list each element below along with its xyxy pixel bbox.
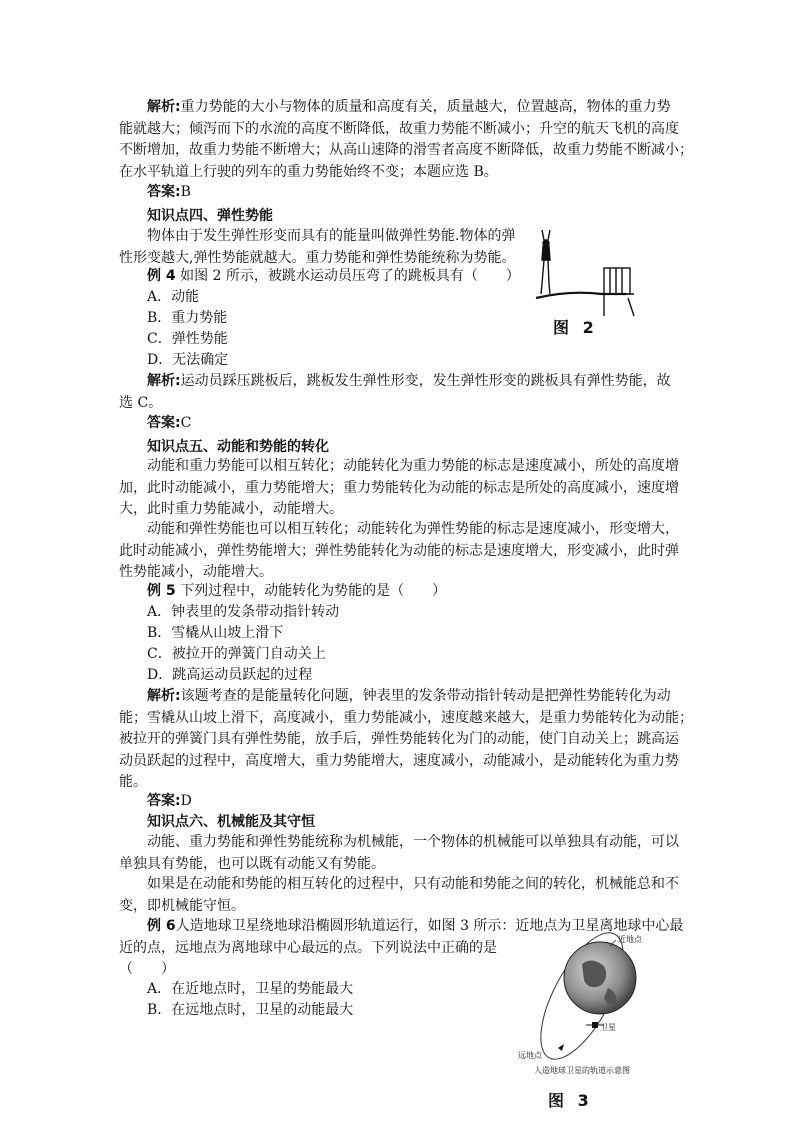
option-d: D．跳高运动员跃起的过程 <box>147 667 313 683</box>
example-label: 例 5 <box>147 583 176 599</box>
section-heading-5: 知识点五、动能和势能的转化 <box>147 439 329 455</box>
apogee-label: 远地点 <box>518 1051 542 1060</box>
example-5-question <box>147 581 446 602</box>
example-text: 下列过程中，动能转化为势能的是（ ） <box>180 583 447 599</box>
figure-3-label: 图 3 <box>548 1091 593 1110</box>
example-text: 如图 2 所示，被跳水运动员压弯了的跳板具有（ ） <box>180 268 520 284</box>
option-d: D．无法确定 <box>147 352 229 368</box>
analysis-block-5 <box>119 686 693 794</box>
answer-value: C <box>180 415 192 431</box>
text-line: 单独具有势能，也可以既有动能又有势能。 <box>119 855 385 872</box>
text-line: 能；雪橇从山坡上滑下，高度减小，重力势能减小，速度越来越大，是重力势能转化为动能； <box>119 709 693 726</box>
option-c: C．被拉开的弹簧门自动关上 <box>147 646 326 662</box>
answer-line-1 <box>147 182 191 203</box>
section-heading-6: 知识点六、机械能及其守恒 <box>147 814 315 830</box>
example-4-question <box>147 266 520 287</box>
k6-paragraph-2 <box>119 874 679 917</box>
text-line: 动能和弹性势能也可以相互转化；动能转化为弹性势能的标志是速度减小，形变增大， <box>147 521 679 537</box>
k5-paragraph-2 <box>119 519 679 584</box>
text-line: 能。 <box>119 774 147 790</box>
k4-paragraph <box>119 226 539 269</box>
text-line: 近的点，远地点为离地球中心最远的点。下列说法中正确的是 <box>119 939 497 956</box>
text-line: 如果是在动能和势能的相互转化的过程中，只有动能和势能之间的转化，机械能总和不 <box>147 876 679 892</box>
text-line: 加，此时动能减小，重力势能增大；重力势能转化为动能的标志是所处的高度减小，速度增 <box>119 479 679 496</box>
text-line: 在水平轨道上行驶的列车的重力势能始终不变；本题应选 B。 <box>119 163 498 180</box>
example-label: 例 6 <box>147 918 176 934</box>
text-line: 人造地球卫星绕地球沿椭圆形轨道运行，如图 3 所示：近地点为卫星离地球中心最 <box>175 918 684 934</box>
text-line: 性形变越大,弹性势能就越大。重力势能和弹性势能统称为势能。 <box>119 249 516 266</box>
text-line: 被拉开的弹簧门具有弹性势能，放手后，弹性势能转化为门的动能，使门自动关上；跳高运 <box>119 731 679 747</box>
analysis-block-1 <box>119 97 693 183</box>
answer-label: 答案: <box>147 793 181 809</box>
answer-line-4 <box>147 413 191 434</box>
k6-paragraph-1 <box>119 832 679 875</box>
section-heading-4: 知识点四、弹性势能 <box>147 208 273 224</box>
satellite-label: 卫星 <box>600 1023 616 1032</box>
text-line: 动员跃起的过程中，高度增大，重力势能增大，速度减小，动能减小，是动能转化为重力势 <box>119 752 679 769</box>
option-a: A．动能 <box>147 289 200 305</box>
perigee-label: 近地点 <box>618 935 642 944</box>
analysis-label: 解析: <box>147 99 181 115</box>
option-a: A．在近地点时，卫星的势能最大 <box>147 981 354 997</box>
text-line: 该题考查的是能量转化问题，钟表里的发条带动指针转动是把弹性势能转化为动 <box>180 688 671 704</box>
answer-value: B <box>180 184 191 200</box>
text-line: （ ） <box>119 961 175 977</box>
option-c: C．弹性势能 <box>147 331 228 347</box>
text-line: 大，此时重力势能减小，动能增大。 <box>119 501 343 517</box>
answer-value: D <box>180 793 192 809</box>
option-b: B．在远地点时，卫星的动能最大 <box>147 1002 354 1018</box>
text-line: 不断增加，故重力势能不断增大；从高山速降的滑雪者高度不断降低，故重力势能不断减小； <box>119 142 693 158</box>
k5-paragraph-1 <box>119 456 679 521</box>
diver-figure <box>530 226 640 321</box>
text-line: 选 C。 <box>119 394 163 411</box>
answer-line-5 <box>147 791 192 812</box>
option-a: A．钟表里的发条带动指针转动 <box>147 604 340 620</box>
text-line: 物体由于发生弹性形变而具有的能量叫做弹性势能.物体的弹 <box>147 228 516 244</box>
text-line: 动能和重力势能可以相互转化；动能转化为重力势能的标志是速度减小，所处的高度增 <box>147 458 679 474</box>
text-line: 变，即机械能守恒。 <box>119 897 245 914</box>
figure-3-caption: 人造地球卫星的轨道示意图 <box>534 1066 630 1075</box>
answer-label: 答案: <box>147 415 181 431</box>
text-line: 运动员踩压跳板后，跳板发生弹性形变，发生弹性形变的跳板具有弹性势能，故 <box>180 373 671 389</box>
text-line: 能就越大；倾泻而下的水流的高度不断降低，故重力势能不断减小；升空的航天飞机的高度 <box>119 120 679 137</box>
analysis-label: 解析: <box>147 373 181 389</box>
answer-label: 答案: <box>147 184 181 200</box>
satellite-orbit-figure <box>512 926 662 1076</box>
text-line: 动能、重力势能和弹性势能统称为机械能，一个物体的机械能可以单独具有动能，可以 <box>147 834 679 850</box>
analysis-block-4 <box>119 371 679 414</box>
text-line: 性势能减小，动能增大。 <box>119 564 273 580</box>
option-b: B．重力势能 <box>147 310 228 326</box>
text-line: 此时动能减小，弹性势能增大；弹性势能转化为动能的标志是速度增大，形变减小，此时弹 <box>119 542 679 559</box>
text-line: 重力势能的大小与物体的质量和高度有关，质量越大，位置越高，物体的重力势 <box>180 99 671 115</box>
example-label: 例 4 <box>147 268 176 284</box>
option-b: B．雪橇从山坡上滑下 <box>147 625 284 641</box>
figure-2-label: 图 2 <box>553 318 598 337</box>
analysis-label: 解析: <box>147 688 181 704</box>
